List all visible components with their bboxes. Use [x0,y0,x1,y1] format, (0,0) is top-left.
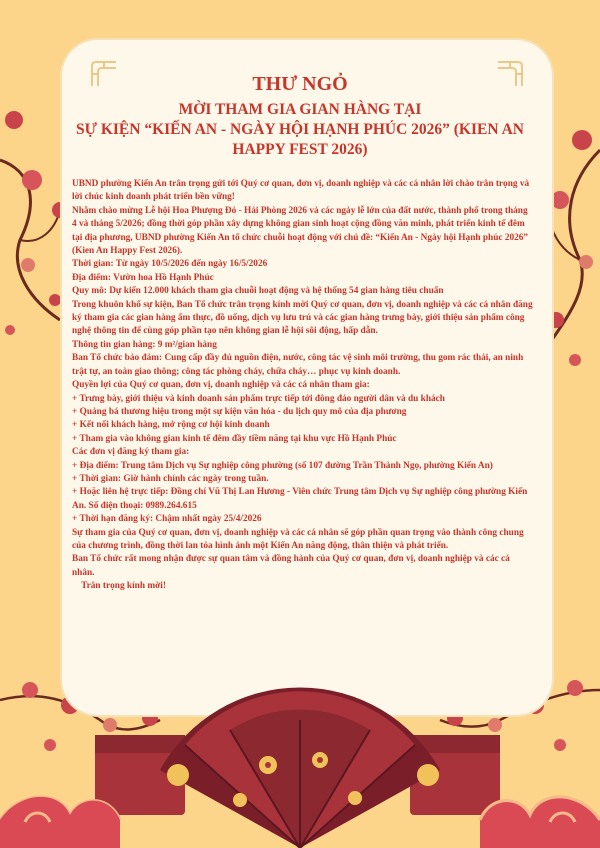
plum-blossom-icon [21,258,35,272]
paragraph-booth-info: Thông tin gian hàng: 9 m²/gian hàng [72,339,217,350]
letter-heading [70,72,530,160]
plum-blossom-icon [579,255,593,269]
list-item: + Địa điểm: Trung tâm Dịch vụ Sự nghiệp công phường (số 107 đường Trần Thành Ngọ, phường Kiến An) [72,460,493,471]
list-item: + Quảng bá thương hiệu trong một sự kiện văn hóa - du lịch quy mô của địa phương [72,406,407,417]
paragraph-closing: Ban Tổ chức rất mong nhận được sự quan tâm và đồng hành của Quý cơ quan, đơn vị, doanh nghiệp và các cá nhân. [72,554,510,578]
paragraph-time: Thời gian: Từ ngày 10/5/2026 đến ngày 16/5/2026 [72,259,268,270]
plum-blossom-icon [22,170,42,190]
list-item: + Kết nối khách hàng, mở rộng cơ hội kinh doanh [72,420,270,431]
letter-subtitle-1: MỜI THAM GIA GIAN HÀNG TẠI [178,101,422,118]
paragraph-signoff: Trân trọng kính mời! [72,581,166,592]
paragraph-location: Địa điểm: Vườn hoa Hồ Hạnh Phúc [72,272,214,283]
paragraph-greeting: UBND phường Kiến An trân trọng gửi tới Quý cơ quan, đơn vị, doanh nghiệp và các cá nhân lời chào trân trọng và lời chúc kinh doanh phát triển bền vững! [72,179,530,203]
right-blossom-branch [545,130,600,366]
paragraph-guarantee: Ban Tổ chức bảo đảm: Cung cấp đầy đủ nguồn điện, nước, công tác vệ sinh môi trường, thu gom rác thải, an ninh trật tự, an toàn giao thông; công tác phòng cháy, chữa cháy… phục vụ kinh doanh. [72,353,524,377]
list-item: + Thời hạn đăng ký: Chậm nhất ngày 25/4/2026 [72,514,262,525]
paragraph-registration-heading: Các đơn vị đăng ký tham gia: [72,447,190,458]
letter-title: THƯ NGỎ [252,73,348,95]
paragraph-purpose: Nhằm chào mừng Lễ hội Hoa Phượng Đỏ - Hải Phòng 2026 và các ngày lễ lớn của đất nước, thành phố trong tháng 4 và tháng 5/2026; đồng thời góp phần xây dựng không gian sinh hoạt cộng đồng văn minh, phát triển kinh tế đêm tại địa phương, UBND phường Kiến An tổ chức chuỗi hoạt động với chủ đề: “Kiến An - Ngày hội Hạnh phúc 2026” (Kien An Happy Fest 2026). [72,205,529,257]
plum-blossom-icon [49,294,61,306]
letter-body [72,178,534,594]
paragraph-invitation: Trong khuôn khổ sự kiện, Ban Tổ chức trân trọng kính mời Quý cơ quan, đơn vị, doanh nghiệp và các cá nhân đăng ký tham gia các gian hàng ẩm thực, đồ uống, dịch vụ lưu trú và các gian hàng trưng bày, giới thiệu sản phẩm công nghệ thông tin để cùng góp phần tạo nên không gian lễ hội sôi động, hấp dẫn. [72,299,533,337]
paragraph-contribution: Sự tham gia của Quý cơ quan, đơn vị, doanh nghiệp và các cá nhân sẽ góp phần quan trọng vào thành công chung của chương trình, đồng thời lan tỏa hình ảnh một Kiến An năng động, thân thiện và phát triển. [72,527,524,551]
list-item: + Trưng bày, giới thiệu và kinh doanh sản phẩm trực tiếp tới đông đảo người dân và du khách [72,393,445,404]
paragraph-benefits-heading: Quyền lợi của Quý cơ quan, đơn vị, doanh nghiệp và các cá nhân tham gia: [72,380,370,391]
plum-blossom-icon [572,130,592,150]
list-item: + Thời gian: Giờ hành chính các ngày trong tuần. [72,473,269,484]
paragraph-scale: Quy mô: Dự kiến 12.000 khách tham gia chuỗi hoạt động và hệ thống 54 gian hàng tiêu chuẩn [72,286,444,297]
list-item: + Tham gia vào không gian kinh tế đêm đầy tiềm năng tại khu vực Hồ Hạnh Phúc [72,433,397,444]
left-blossom-branch [0,111,68,335]
letter-subtitle-2: SỰ KIỆN “KIẾN AN - NGÀY HỘI HẠNH PHÚC 2026” (KIEN AN HAPPY FEST 2026) [76,121,524,158]
plum-blossom-icon [551,191,569,209]
plum-blossom-icon [5,111,23,129]
list-item: + Hoặc liên hệ trực tiếp: Đồng chí Vũ Thị Lan Hương - Viên chức Trung tâm Dịch vụ Sự nghiệp công phường Kiến An. Số điện thoại: 0989.264.615 [72,487,528,511]
